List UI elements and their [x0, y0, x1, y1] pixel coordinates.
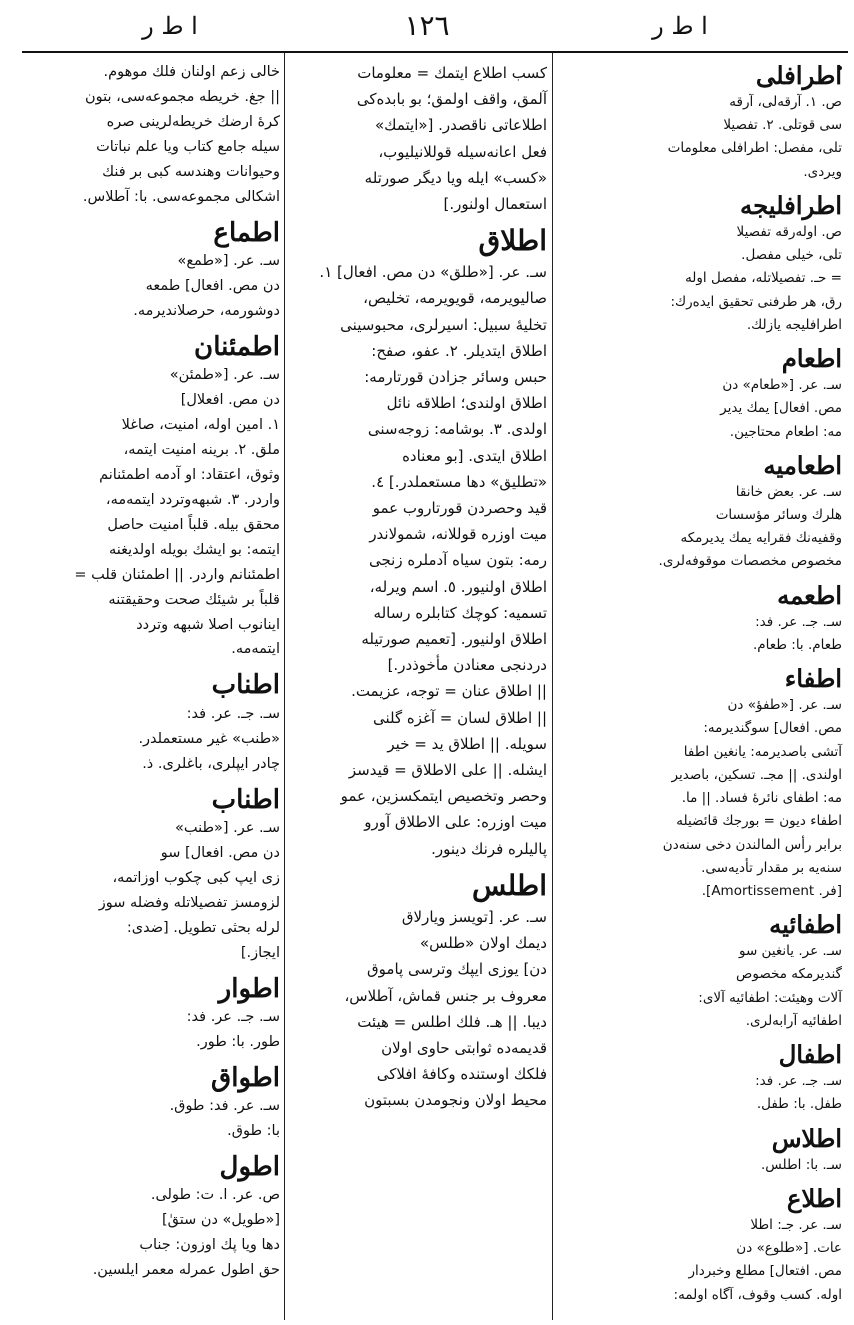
entry-definition: سـ. عر. یانغین سو گندیرمكه مخصوص آلات وهیئت: اطفائیه آلای: اطفائیه آرابه‌لری. [698, 943, 842, 1029]
header-guide-right: ا ط ر [652, 12, 708, 40]
entry-headword: اطناب [211, 783, 280, 815]
dictionary-entry [556, 190, 842, 337]
entry-definition: سـ. عر. فد: طوق. با: طوق. [169, 1098, 280, 1139]
entry-headword: اطعامیه [763, 450, 842, 480]
entry-definition: سـ. عر. [«طمئن» دن مص. افعلال] ١. امین اوله، امنیت، صاغلا ملق. ٢. برینه امنیت ایتمه، وثوق، اعتقاد: او آدمه اطمئنانم واردر. ٣. شبهه‌وتردد ایتمه‌مه، محقق بیله. قلباً امنیت حاصل ایتمه: بو ایشك بویله اولدیغنه اطمئنانم واردر. || اطمئنان قلب = قلباً بر شیئك صحت وحقیقتنه اینانوب اصلا شبهه وتردد ایتمه‌مه. [74, 367, 280, 658]
dictionary-entry [24, 972, 280, 1055]
dictionary-entry [289, 60, 547, 217]
entry-headword: اطمئنان [194, 330, 280, 362]
entry-headword: اطماع [213, 216, 280, 248]
entry-headword: اطول [219, 1150, 280, 1182]
entry-definition: خالی زعم اولنان فلك موهوم. || جغ. خریطه مجموعه‌سی، بتون كرهٔ ارضك خریطه‌لرینی صره سیله جامع كتاب ویا علم نباتات وحیوانات وهندسه كبی بر فنك اشكالی مجموعه‌سی. با: آطلاس. [82, 64, 280, 205]
entry-definition: سـ. جـ. عر. فد: طور. با: طور. [186, 1008, 280, 1050]
entry-definition: سـ. عر. [تویسز ویارلاق دیمك اولان «طلس» دن] یوزی ایپك وترسی پاموق معروف بر جنس قماش، آطلاس، دیبا. || هـ. فلك اطلس = هیئت قدیمه‌ده ثوابتی حاوی اولان فلكك اوستنده وكافهٔ افلاكی محیط اولان ونجومدن بسبتون [344, 907, 547, 1110]
entry-definition: سـ. عر. بعض خانقا هلرك وسائر مؤسسات وقفیه‌نك فقرایه یمك یدیرمكه مخصوص مخصصات موقوفه‌لری. [658, 483, 842, 570]
dictionary-entry [24, 668, 280, 776]
entry-definition: ص. عر. ا. ت: طولی. [«طویل» دن ستقٰ] دها ویا پك اوزون: جناب حق اطول عمرله معمر ایلسین. [92, 1187, 280, 1279]
dictionary-entry [556, 60, 842, 184]
dictionary-entry [24, 216, 280, 324]
dictionary-entry [24, 1061, 280, 1144]
dictionary-entry [556, 1183, 842, 1307]
entry-definition: سـ. عر. [«طعام» دن مص. افعال] یمك یدیر مه: اطعام محتاجین. [720, 377, 842, 440]
dictionary-entry [556, 580, 842, 657]
entry-definition: سـ. جـ. عر. فد: طعام. با: طعام. [752, 613, 842, 653]
column-divider-right [552, 53, 553, 1320]
entry-headword: اطناب [211, 669, 280, 701]
dictionary-entry [556, 909, 842, 1033]
entry-definition: سـ. عر. جـ: اطلا عات. [«طلوع» دن مص. افتعال] مطلع وخبردار اوله. كسب وقوف، آگاه اولمه: [673, 1216, 842, 1303]
entry-headword: اطرافلی [755, 61, 842, 90]
entry-definition: سـ. جـ. عر. فد: «طنب» غیر مستعملدر. چادر ایپلری، باغلری. ذ. [138, 705, 280, 772]
entry-headword: اطلاس [771, 1123, 842, 1153]
entry-headword: اطرافلیجه [740, 190, 842, 220]
header-rule [22, 51, 848, 53]
column-right [556, 60, 842, 1313]
entry-definition: سـ. جـ. عر. فد: طفل. با: طفل. [755, 1073, 842, 1113]
entry-headword: اطفال [778, 1040, 842, 1070]
dictionary-entry [24, 60, 280, 210]
entry-headword: اطلاق [478, 224, 547, 258]
entry-definition: سـ. عر. [«طنب» دن مص. افعال] سو زی ایپ كبی چكوب اوزاتمه، لزومسز تفصیلاتله وفضله سوز لرله بحثی تطویل. [ضدی: ایجاز.] [98, 819, 280, 961]
dictionary-entry [556, 343, 842, 444]
entry-headword: اطفائیه [769, 910, 842, 940]
dictionary-entry [556, 1039, 842, 1116]
entry-definition: سـ. عر. [«طفؤ» دن مص. افعال] سوگندیرمه: آتشی باصدیرمه: یانغین اطفا اولندی. || مجـ. تسکین، باصدیر مه: اطفای نائرهٔ فساد. || ما. اطفاء دیون = بورجك قائضیله برابر رأس المالندن دخی سنه‌دن سنه‌یه بر مقدار تأدیه‌سی. [فر. Amortissement]. [662, 697, 842, 899]
entry-headword: اطوار [218, 972, 280, 1004]
entry-headword: اطفاء [784, 664, 842, 694]
entry-headword: اطلس [471, 868, 547, 902]
dictionary-entry [556, 450, 842, 574]
entry-definition: سـ. عر. [«طمع» دن مص. افعال] طمعه دوشورمه، حرصلاندیرمه. [133, 252, 280, 319]
entry-headword: اطعام [781, 344, 842, 374]
dictionary-entry [24, 330, 280, 663]
dictionary-entry [556, 663, 842, 903]
entry-headword: اطلاع [786, 1183, 842, 1213]
dictionary-entry [24, 1150, 280, 1283]
entry-headword: اطعمه [777, 580, 842, 610]
entry-definition: سـ. با: اطلس. [760, 1156, 842, 1173]
dictionary-entry [289, 868, 547, 1114]
column-left [24, 60, 280, 1289]
entry-headword: اطواق [211, 1061, 280, 1093]
column-middle [289, 60, 547, 1120]
dictionary-entry [289, 223, 547, 862]
header-guide-left: ا ط ر [142, 12, 198, 40]
entry-definition: سـ. عر. [«طلق» دن مص. افعال] ١. صالیویرمه، قویویرمه، تخلیص، تخلیهٔ سبیل: اسیرلری، محبوسینی اطلاق ایتدیلر. ٢. عفو، صفح: حبس وسائر جزادن قورتارمه: اطلاق اولندی؛ اطلاقه نائل اولدی. ٣. بوشامه: زوجه‌سنی اطلاق ایتدی. [بو معناده «تطلیق» دها مستعملدر.] ٤. قید وحصردن قورتاروب عمو میت اوزره قوللانه، شمولاندر رمه: بتون سیاه آدملره زنجی اطلاق اولنیور. ٥. اسم ویرله، تسمیه: كوچك كتابلره رساله اطلاق اولنیور. [تعمیم صورتیله دردنجی معنادن مأخوذدر.] || اطلاق عنان = توجه، عزیمت. || اطلاق لسان = آغزه گلنی سویله. || اطلاق ید = خیر ایشله. || علی الاطلاق = قیدسز وحصر وتخصیص ایتمكسزین، عمو میت اوزره: علی الاطلاق آورو پالیلره فرنك دینور. [319, 263, 547, 858]
entry-definition: ص. ١. آرقەلی، آرقە‌ سی قوتلی. ٢. تفصیلا تلی، مفصل: اطرافلی معلومات ویردی. [667, 94, 842, 180]
entry-definition: كسب اطلاع ایتمك = معلومات آلمق، واقف اولمق؛ بو بابده‌كی اطلاعاتی ناقصدر. [«ایتمك» فعل اعانه‌سیله قوللانیلیوب، «كسب» ایله ویا دیگر صورتله استعمال اولنور.] [356, 64, 547, 214]
column-divider-left [284, 53, 285, 1320]
dictionary-entry [556, 1123, 842, 1177]
entry-definition: ص. اوله‌رقه تفصیلا تلی، خیلی مفصل. = حـ. تفصیلاتله، مفصل اوله رق، هر طرفنی تحقیق ایده‌رك: اطرافلیجه یازلك. [670, 223, 842, 333]
dictionary-entry [24, 783, 280, 966]
page-number: ١٢٦ [404, 9, 450, 42]
